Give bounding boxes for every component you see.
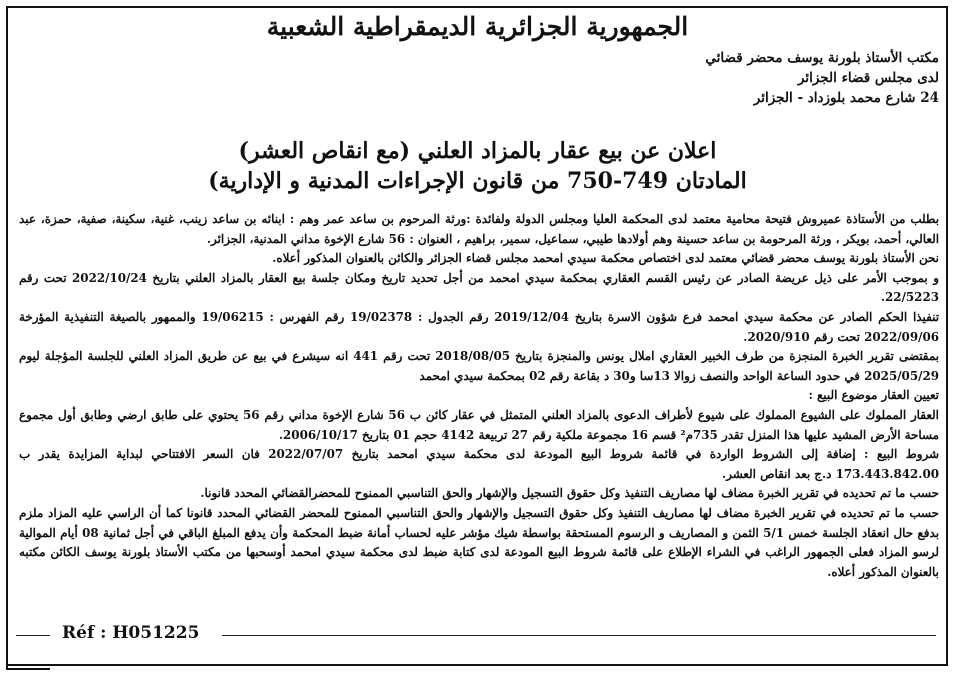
sale-terms bbox=[19, 445, 939, 484]
closing-paragraph-1: حسب ما تم تحديده في تقرير الخبرة مضاف لها مصاريف التنفيذ وكل حقوق التسجيل والإشهار والحق التناسبي الممنوح للمحضرالقضائي المحدد قانونا. bbox=[200, 486, 939, 501]
bailiff-office-block bbox=[705, 48, 939, 108]
announcement-title-line-1: اعلان عن بيع عقار بالمزاد العلني (مع انقاص العشر) bbox=[238, 138, 717, 164]
office-court: لدى مجلس قضاء الجزائر bbox=[797, 70, 939, 86]
office-address: 24 شارع محمد بلوزداد - الجزائر bbox=[753, 90, 939, 106]
border-corner bbox=[6, 662, 50, 670]
paragraph-order: و بموجب الأمر على ذيل عريضة الصادر عن رئيس القسم العقاري بمحكمة سيدي امحمد من أجل تحديد تاريخ ومكان جلسة بيع العقار بالمزاد العلني بتاريخ 2022/10/24 تحت رقم 22/5223. bbox=[19, 270, 939, 305]
paragraph-judgment: تنفيذا الحكم الصادر عن محكمة سيدي امحمد فرع شؤون الاسرة بتاريخ 2019/12/04 رقم الجدول : 19/02378 رقم الفهرس : 19/06215 والممهور بالصيغة التنفيذية المؤرخة 2022/09/06 تحت رقم 2020/910. bbox=[19, 309, 940, 344]
announcement-title bbox=[0, 136, 955, 196]
paragraph-expertise: بمقتضى تقرير الخبرة المنجزة من طرف الخبير العقاري املال يونس والمنجزة بتاريخ 2018/08/05 تحت رقم 441 انه سيشرع في بيع عن طريق المزاد العلني للجلسة المؤجلة ليوم 2025/05/29 في حدود الساعة الواحد والنصف زوالا 13سا و30 د بقاعة رقم 02 بمحكمة سيدي امحمد bbox=[19, 349, 939, 383]
sale-terms-text: إضافة إلى الشروط الواردة في قائمة شروط البيع المودعة لدى محكمة سيدي امحمد بتاريخ 2022/07/07 فان السعر الافتتاحي لبداية المزايدة يقدر ب 173.443.842.00 د.ج بعد انقاص العشر. bbox=[19, 447, 939, 481]
closing-paragraph-2: حسب ما تم تحديده في تقرير الخبرة مضاف لها مصاريف التنفيذ وكل حقوق التسجيل والإشهار والحق التناسبي الممنوح للمحضر القضائي المحدد قانونا كما أن الراسي عليه المزاد ملزم بدفع حال انعقاد الجلسة خمس 5/1 الثمن و المصاريف و الرسوم المستحقة بواسطة شيك مؤشر عليه لحساب أمانة ضبط المحكمة وأن يدفع المبلغ الباقي في أجل ثمانية 08 أيام الموالية لرسو المزاد فعلى الجمهور الراغب في الشراء الإطلاع على قائمة شروط البيع المودعة لدى كتابة ضبط لدى محكمة سيدي امحمد أوسحبها من مكتب الأستاذ بلورنة يوسف الكائن مكتبه بالعنوان المذكور أعلاه. bbox=[19, 505, 939, 579]
reference-line bbox=[16, 625, 936, 645]
property-heading: تعيين العقار موضوع البيع : bbox=[808, 388, 939, 403]
office-name: مكتب الأستاذ بلورنة يوسف محضر قضائي bbox=[705, 50, 939, 66]
announcement-title-line-2: المادتان 749-750 من قانون الإجراءات المدنية و الإدارية) bbox=[208, 168, 747, 194]
sale-terms-heading: شروط البيع : bbox=[864, 447, 939, 462]
divider-right bbox=[222, 635, 936, 636]
paragraph-bailiff: نحن الأستاذ بلورنة يوسف محضر قضائي معتمد لدى اختصاص محكمة سيدي امحمد مجلس قضاء الجزائر والكائن بالعنوان المذكور أعلاه. bbox=[272, 251, 939, 266]
property-description: العقار المملوك على الشيوع المملوك على شيوع لأطراف الدعوى بالمزاد العلني المتمثل في عقار كائن ب 56 شارع الإخوة مداني رقم 56 يحتوي على طابق ارضي وطابق أول مجموع مساحة الأرض المشيد عليها هذا المنزل تقدر 735م² قسم 16 مجموعة ملكية رقم 27 تربيعة 4142 حجم 01 بتاريخ 2006/10/17. bbox=[19, 407, 939, 442]
paragraph-requester: بطلب من الأستاذة عميروش فتيحة محامية معتمد لدى المحكمة العليا ومجلس الدولة ولفائدة :ورثة المرحوم بن ساعد عمر وهم : ابنائه بن ساعد زينب، غنية، سكينة، صفية، حمزة، عبد العالي، أحمد، بويكر ، ورثة المرحومة بن ساعد حسينة وهم أولادها طيبي، سماعيل، سمير، براهيم ، العنوان : 56 شارع الإخوة مداني المدنية، الجزائر. bbox=[19, 212, 939, 246]
announcement-body bbox=[19, 210, 939, 582]
republic-title: الجمهورية الجزائرية الديمقراطية الشعبية bbox=[266, 12, 689, 41]
divider-left bbox=[16, 635, 50, 636]
reference-code: Réf : H051225 bbox=[56, 623, 205, 643]
